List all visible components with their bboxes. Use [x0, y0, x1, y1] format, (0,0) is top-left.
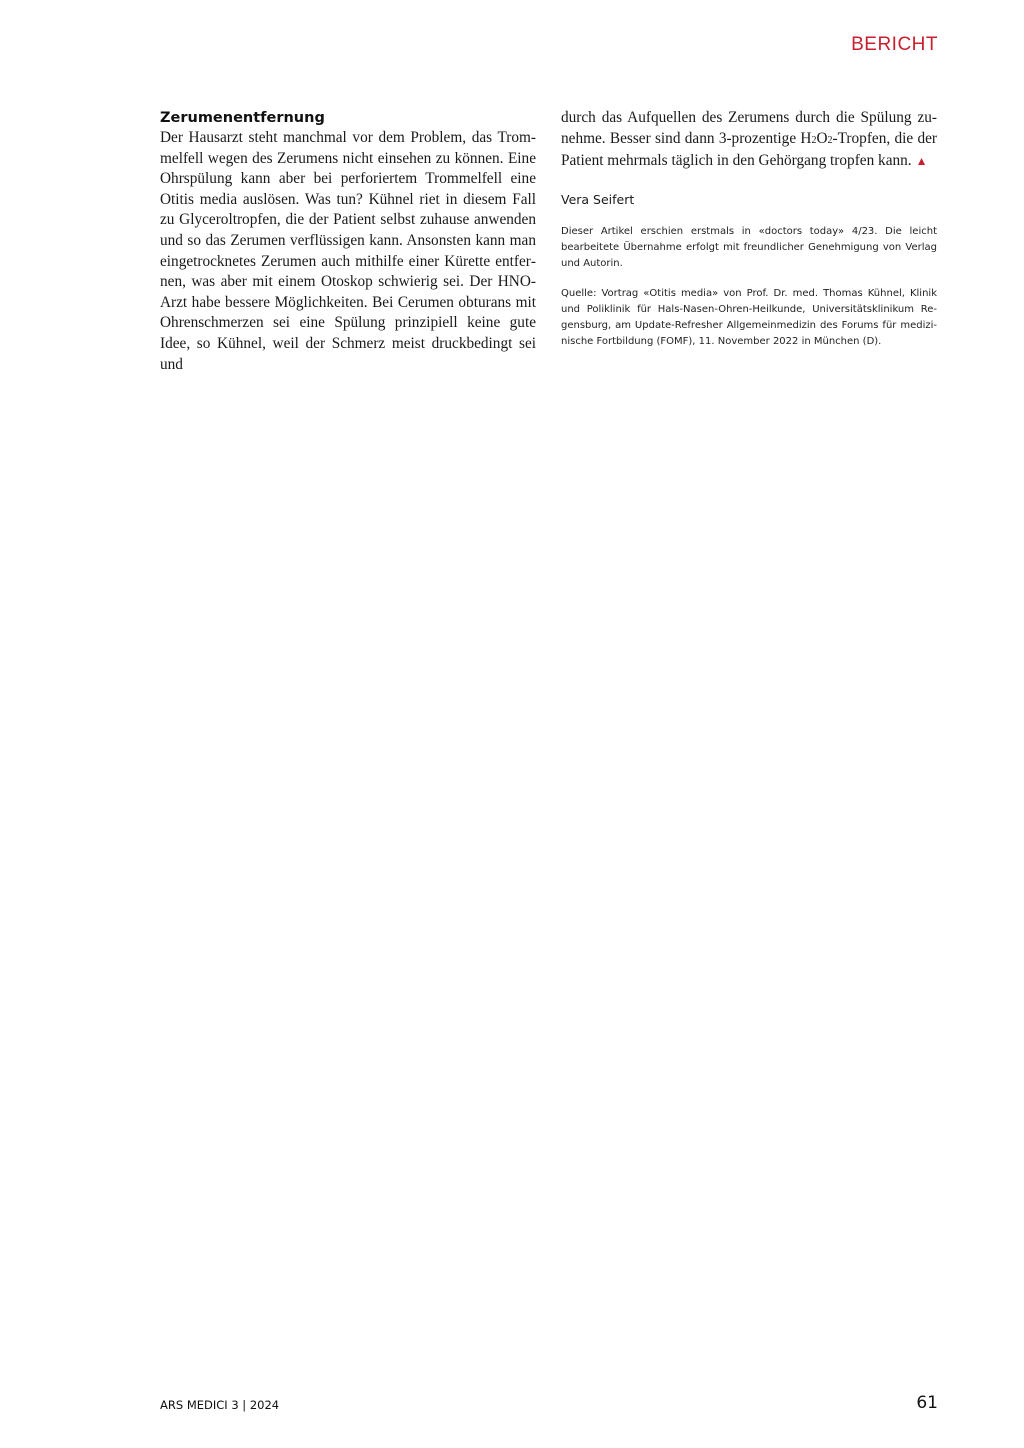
left-column-paragraph: Der Hausarzt steht manchmal vor dem Problem, das Trommelfell wegen des Zerumens nicht einsehen zu können. Eine Ohrspülung kann aber bei perforiertem Trommelfell eine Otitis media auslösen. Was tun? Kühnel riet in diesem Fall zu Glyceroltropfen, die der Patient selbst zuhause anwenden und so das Zerumen verflüssigen kann. Ansonsten kann man eingetrocknetes Zerumen auch mithilfe einer Kürette entfernen, was aber mit einem Otoskop schwierig sei. Der HNO-Arzt habe bessere Möglichkeiten. Bei Cerumen obturans mit Ohrenschmerzen sei eine Spülung prinzipiell keine gute Idee, so Kühnel, weil der Schmerz meist druckbedingt sei und	[160, 129, 536, 373]
paragraph-text-part: -Tropfen, die der Patient mehrmals täglich in den Gehörgang tropfen kann.	[561, 129, 937, 170]
section-label: BERICHT	[851, 34, 938, 55]
left-column	[160, 108, 536, 375]
subscript-2: 2	[827, 134, 833, 146]
right-column	[561, 108, 937, 350]
page-number: 61	[916, 1393, 938, 1413]
author-name: Vera Seifert	[561, 191, 635, 207]
subscript-2: 2	[811, 134, 817, 146]
source-note: Quelle: Vortrag «Otitis media» von Prof. Dr. med. Thomas Kühnel, Klinik und Poliklinik für Hals-Nasen-Ohren-Heilkunde, Universitätsklinikum Regensburg, am Update-Refresher Allgemeinmedizin des Forums für medizinische Fortbildung (FOMF), 11. November 2022 in München (D).	[561, 287, 937, 347]
end-mark-icon: ▲	[915, 154, 928, 169]
article-subheading: Zerumenentfernung	[160, 110, 325, 126]
first-published-note: Dieser Artikel erschien erstmals in «doctors today» 4/23. Die leicht bearbeitete Übernahme erfolgt mit freundlicher Genehmigung von Verlag und Autorin.	[561, 225, 937, 269]
paragraph-text-part: durch das Aufquellen des Zerumens durch die Spülung zunehme. Besser sind dann 3-prozentige H	[561, 109, 937, 147]
right-column-paragraph	[561, 108, 937, 172]
footer-journal-issue: ARS MEDICI 3 | 2024	[160, 1398, 280, 1412]
paragraph-text-part: O	[816, 129, 828, 147]
